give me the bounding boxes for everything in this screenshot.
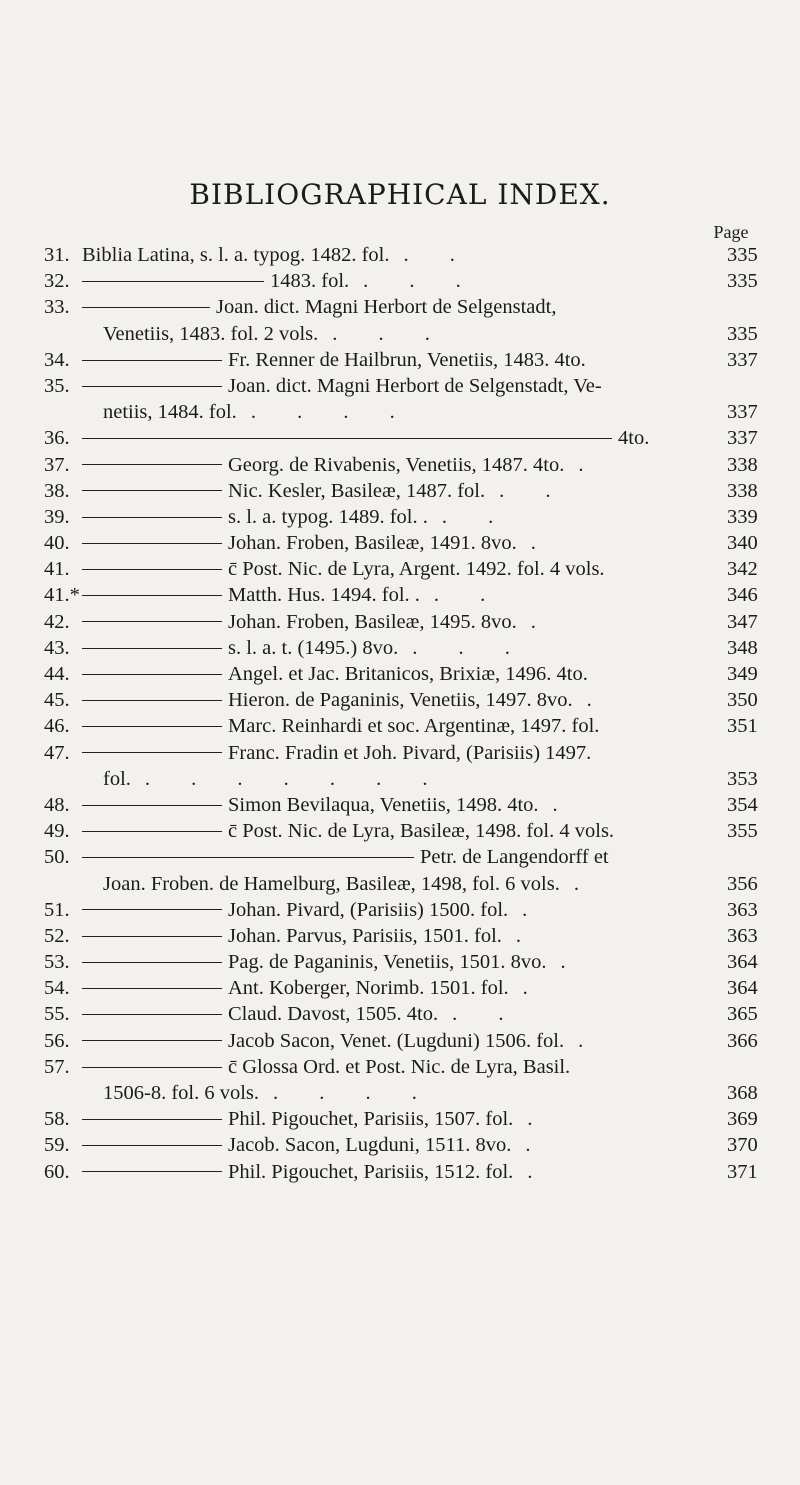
entry-line xyxy=(0,347,800,373)
entry-number: 54. xyxy=(44,977,70,1000)
entry-text-line xyxy=(82,556,605,582)
ditto-rule xyxy=(82,857,414,858)
index-entry xyxy=(0,661,800,687)
entry-text-line xyxy=(82,975,546,1001)
entry-line xyxy=(0,792,800,818)
page-number: 368 xyxy=(727,1082,758,1104)
entry-text: Joan. Froben. de Hamelburg, Basileæ, 1498, fol. 6 vols. xyxy=(103,872,560,895)
ditto-rule xyxy=(82,569,222,570)
leader-dots: . xyxy=(530,610,554,633)
entry-text: Hieron. de Paganinis, Venetiis, 1497. 8vo. xyxy=(228,689,573,712)
entry-text-line xyxy=(82,294,556,320)
entry-text: Jacob. Sacon, Lugduni, 1511. 8vo. xyxy=(228,1134,512,1157)
index-entry xyxy=(0,294,800,346)
entry-number: 56. xyxy=(44,1029,70,1052)
entry-line xyxy=(0,373,800,399)
entry-text: Johan. Froben, Basileæ, 1495. 8vo. xyxy=(228,610,517,633)
entry-number: 41.* xyxy=(44,584,80,607)
index-entry xyxy=(0,556,800,582)
entry-text: Pag. de Paganinis, Venetiis, 1501. 8vo. xyxy=(228,951,547,974)
ditto-rule xyxy=(82,648,222,649)
ditto-rule xyxy=(82,805,222,806)
entry-number: 41. xyxy=(44,558,70,581)
entry-text: Joan. dict. Magni Herbort de Selgenstadt, xyxy=(216,296,557,319)
entry-line xyxy=(0,871,800,897)
leader-dots: . . . . xyxy=(273,1082,435,1104)
page-number: 342 xyxy=(727,558,758,581)
ditto-rule xyxy=(82,909,222,910)
entry-line xyxy=(0,321,800,347)
page-number: 366 xyxy=(727,1029,758,1052)
entry-line xyxy=(0,1028,800,1054)
entry-text-line xyxy=(82,347,586,373)
entry-number: 33. xyxy=(44,296,70,319)
ditto-rule xyxy=(82,543,222,544)
ditto-rule xyxy=(82,360,222,361)
leader-dots: . xyxy=(552,793,576,816)
entry-text-line xyxy=(103,766,446,792)
ditto-rule xyxy=(82,726,222,727)
entry-line xyxy=(0,478,800,504)
entry-line xyxy=(0,740,800,766)
entry-line xyxy=(0,766,800,792)
index-list xyxy=(0,242,800,1185)
entry-text-line xyxy=(82,242,473,268)
entry-text: Joan. dict. Magni Herbort de Selgenstadt, Ve- xyxy=(228,374,602,397)
ditto-rule xyxy=(82,1067,222,1068)
entry-text-line xyxy=(82,687,610,713)
ditto-rule xyxy=(82,831,222,832)
entry-text: Claud. Davost, 1505. 4to. xyxy=(228,1003,439,1026)
entry-line xyxy=(0,713,800,739)
entry-number: 36. xyxy=(44,427,70,450)
entry-text-line xyxy=(82,1028,601,1054)
page-number: 339 xyxy=(727,505,758,528)
entry-text: Georg. de Rivabenis, Venetiis, 1487. 4to. xyxy=(228,453,565,476)
entry-line xyxy=(0,504,800,530)
page-column-header: Page xyxy=(713,222,749,242)
entry-text: Biblia Latina, s. l. a. typog. 1482. fol. xyxy=(82,244,390,266)
entry-line xyxy=(0,609,800,635)
leader-dots: . xyxy=(578,453,602,476)
entry-line xyxy=(0,1106,800,1132)
entry-text: c̄ Glossa Ord. et Post. Nic. de Lyra, Basil. xyxy=(228,1055,571,1078)
entry-number: 50. xyxy=(44,846,70,869)
entry-text-line xyxy=(82,740,591,766)
entry-line xyxy=(0,294,800,320)
page-number: 371 xyxy=(727,1160,758,1183)
page-number: 338 xyxy=(727,479,758,502)
entry-text-line xyxy=(82,1159,550,1185)
index-entry xyxy=(0,347,800,373)
leader-dots: . . . . xyxy=(250,401,413,424)
index-entry xyxy=(0,452,800,478)
entry-text-line xyxy=(82,949,584,975)
entry-text-line xyxy=(82,373,602,399)
entry-text: s. l. a. typog. 1489. fol. . xyxy=(228,505,428,528)
entry-text-line xyxy=(82,478,568,504)
page-number: 347 xyxy=(727,610,758,633)
entry-line xyxy=(0,635,800,661)
ditto-rule xyxy=(82,1014,222,1015)
index-entry xyxy=(0,478,800,504)
page-number: 335 xyxy=(727,270,758,293)
ditto-rule xyxy=(82,517,222,518)
entry-text-line xyxy=(82,923,539,949)
entry-text-line xyxy=(82,1054,570,1080)
page-number: 353 xyxy=(727,767,758,790)
ditto-rule xyxy=(82,700,222,701)
index-entry xyxy=(0,1106,800,1132)
entry-text: Johan. Froben, Basileæ, 1491. 8vo. xyxy=(228,532,517,555)
ditto-rule xyxy=(82,438,612,439)
entry-number: 39. xyxy=(44,505,70,528)
entry-text: Simon Bevilaqua, Venetiis, 1498. 4to. xyxy=(228,793,539,816)
ditto-rule xyxy=(82,988,222,989)
entry-line xyxy=(0,897,800,923)
index-entry xyxy=(0,1054,800,1106)
entry-text: Venetiis, 1483. fol. 2 vols. xyxy=(103,322,319,345)
ditto-rule xyxy=(82,595,222,596)
entry-text: Angel. et Jac. Britanicos, Brixiæ, 1496. 4to. xyxy=(228,663,588,685)
entry-text-line xyxy=(103,321,448,347)
leader-dots: . . . xyxy=(412,636,528,659)
entry-number: 57. xyxy=(44,1055,70,1078)
entry-text-line xyxy=(82,268,479,294)
ditto-rule xyxy=(82,490,222,491)
ditto-rule xyxy=(82,621,222,622)
page-number: 335 xyxy=(727,244,758,266)
entry-text-line xyxy=(103,1080,435,1106)
page-number: 346 xyxy=(727,584,758,607)
entry-number: 55. xyxy=(44,1003,70,1026)
leader-dots: . xyxy=(573,872,597,895)
page-number: 356 xyxy=(727,872,758,895)
leader-dots: . xyxy=(515,924,540,947)
entry-number: 34. xyxy=(44,348,70,371)
ditto-rule xyxy=(82,1171,222,1172)
ditto-rule xyxy=(82,674,222,675)
page-number: 355 xyxy=(727,820,758,843)
index-entry xyxy=(0,975,800,1001)
page-number: 363 xyxy=(727,924,758,947)
page-title: BIBLIOGRAPHICAL INDEX. xyxy=(189,178,611,211)
index-entry xyxy=(0,425,800,451)
index-entry xyxy=(0,609,800,635)
ditto-rule xyxy=(82,464,222,465)
entry-number: 48. xyxy=(44,793,70,816)
entry-number: 53. xyxy=(44,951,70,974)
entry-number: 52. xyxy=(44,924,70,947)
index-entry xyxy=(0,1132,800,1158)
index-entry xyxy=(0,635,800,661)
entry-text: Phil. Pigouchet, Parisiis, 1507. fol. xyxy=(228,1108,514,1131)
index-entry xyxy=(0,792,800,818)
entry-line xyxy=(0,268,800,294)
index-entry xyxy=(0,1028,800,1054)
entry-text-line xyxy=(82,661,588,687)
index-entry xyxy=(0,530,800,556)
index-entry xyxy=(0,504,800,530)
index-entry xyxy=(0,242,800,268)
entry-line xyxy=(0,975,800,1001)
entry-line xyxy=(0,556,800,582)
entry-line xyxy=(0,1054,800,1080)
entry-text: Petr. de Langendorff et xyxy=(420,846,609,869)
entry-line xyxy=(0,949,800,975)
ditto-rule xyxy=(82,281,264,282)
entry-line xyxy=(0,242,800,268)
index-entry xyxy=(0,582,800,608)
index-entry xyxy=(0,687,800,713)
entry-number: 45. xyxy=(44,689,70,712)
ditto-rule xyxy=(82,962,222,963)
leader-dots: . . xyxy=(452,1003,522,1026)
entry-text-line xyxy=(82,1132,548,1158)
index-entry xyxy=(0,949,800,975)
entry-text-line xyxy=(82,425,649,451)
entry-line xyxy=(0,582,800,608)
page-number: 364 xyxy=(727,977,758,1000)
entry-text: c̄ Post. Nic. de Lyra, Basileæ, 1498. fol. 4 vols. xyxy=(228,820,615,843)
entry-number: 43. xyxy=(44,636,70,659)
entry-text: 1506-8. fol. 6 vols. xyxy=(103,1082,260,1104)
entry-line xyxy=(0,1001,800,1027)
ditto-rule xyxy=(82,752,222,753)
page-number: 370 xyxy=(727,1134,758,1157)
entry-text-line xyxy=(82,504,511,530)
leader-dots: . . . xyxy=(332,322,448,345)
entry-number: 38. xyxy=(44,479,70,502)
page-number: 364 xyxy=(727,951,758,974)
leader-dots: . xyxy=(525,1134,549,1157)
entry-text: s. l. a. t. (1495.) 8vo. xyxy=(228,636,399,659)
leader-dots: . xyxy=(578,1029,602,1052)
entry-line xyxy=(0,399,800,425)
entry-text: 1483. fol. xyxy=(270,270,350,293)
entry-text: Marc. Reinhardi et soc. Argentinæ, 1497. fol. xyxy=(228,715,600,738)
entry-text: Johan. Parvus, Parisiis, 1501. fol. xyxy=(228,924,502,947)
entry-text: fol. xyxy=(103,767,131,790)
leader-dots: . xyxy=(527,1160,551,1183)
leader-dots: . xyxy=(530,532,554,555)
entry-number: 37. xyxy=(44,453,70,476)
page-number: 337 xyxy=(727,348,758,371)
ditto-rule xyxy=(82,307,210,308)
leader-dots: . . xyxy=(403,244,473,266)
entry-text-line xyxy=(82,844,609,870)
index-entry xyxy=(0,373,800,425)
index-entry xyxy=(0,844,800,896)
entry-number: 42. xyxy=(44,610,70,633)
index-entry xyxy=(0,897,800,923)
entry-number: 47. xyxy=(44,741,70,764)
ditto-rule xyxy=(82,1119,222,1120)
entry-text-line xyxy=(82,792,576,818)
entry-line xyxy=(0,923,800,949)
entry-text: Fr. Renner de Hailbrun, Venetiis, 1483. 4to. xyxy=(228,348,586,371)
entry-line xyxy=(0,1132,800,1158)
entry-text-line xyxy=(103,399,413,425)
entry-line xyxy=(0,844,800,870)
entry-text-line xyxy=(82,635,528,661)
entry-text-line xyxy=(82,582,503,608)
entry-text: netiis, 1484. fol. xyxy=(103,401,237,424)
entry-text-line xyxy=(103,871,597,897)
entry-text-line xyxy=(82,713,599,739)
leader-dots: . . xyxy=(433,584,504,607)
leader-dots: . xyxy=(527,1108,551,1131)
entry-line xyxy=(0,1080,800,1106)
entry-text-line xyxy=(82,530,554,556)
leader-dots: . . xyxy=(499,479,569,502)
index-entry xyxy=(0,1159,800,1185)
page-number: 369 xyxy=(727,1108,758,1131)
entry-number: 40. xyxy=(44,532,70,555)
ditto-rule xyxy=(82,1145,222,1146)
entry-text: Phil. Pigouchet, Parisiis, 1512. fol. xyxy=(228,1160,514,1183)
ditto-rule xyxy=(82,386,222,387)
leader-dots: . . xyxy=(441,505,512,528)
entry-text: c̄ Post. Nic. de Lyra, Argent. 1492. fol. 4 vols. xyxy=(228,558,605,581)
page-number: 354 xyxy=(727,793,758,816)
page-number: 338 xyxy=(727,453,758,476)
index-entry xyxy=(0,268,800,294)
page-number: 351 xyxy=(727,715,758,738)
page-number: 349 xyxy=(727,663,758,685)
entry-number: 49. xyxy=(44,820,70,843)
entry-text: Nic. Kesler, Basileæ, 1487. fol. xyxy=(228,479,486,502)
page-number: 337 xyxy=(727,427,758,450)
entry-line xyxy=(0,452,800,478)
page-number: 337 xyxy=(727,401,758,424)
entry-line xyxy=(0,530,800,556)
page-number: 363 xyxy=(727,898,758,921)
entry-text-line xyxy=(82,609,554,635)
entry-number: 60. xyxy=(44,1160,70,1183)
index-entry xyxy=(0,818,800,844)
entry-line xyxy=(0,687,800,713)
entry-text: 4to. xyxy=(618,427,650,450)
leader-dots: . . . . . . . xyxy=(144,767,446,790)
page-number: 340 xyxy=(727,532,758,555)
ditto-rule xyxy=(82,936,222,937)
entry-number: 46. xyxy=(44,715,70,738)
entry-text-line xyxy=(82,1001,522,1027)
page-number: 335 xyxy=(727,322,758,345)
entry-number: 31. xyxy=(44,244,70,266)
index-entry xyxy=(0,923,800,949)
index-entry xyxy=(0,713,800,739)
entry-text: Franc. Fradin et Joh. Pivard, (Parisiis) 1497. xyxy=(228,741,592,764)
entry-number: 58. xyxy=(44,1108,70,1131)
entry-number: 51. xyxy=(44,898,70,921)
page-number: 365 xyxy=(727,1003,758,1026)
leader-dots: . xyxy=(522,898,546,921)
entry-line xyxy=(0,1159,800,1185)
leader-dots: . xyxy=(586,689,610,712)
entry-line xyxy=(0,661,800,687)
index-entry xyxy=(0,1001,800,1027)
entry-text-line xyxy=(82,452,601,478)
entry-number: 44. xyxy=(44,663,70,685)
entry-text: Matth. Hus. 1494. fol. . xyxy=(228,584,420,607)
entry-line xyxy=(0,818,800,844)
entry-number: 35. xyxy=(44,374,70,397)
entry-number: 32. xyxy=(44,270,70,293)
page-number: 348 xyxy=(727,636,758,659)
entry-text: Ant. Koberger, Norimb. 1501. fol. xyxy=(228,977,509,1000)
index-entry xyxy=(0,740,800,792)
entry-text: Johan. Pivard, (Parisiis) 1500. fol. xyxy=(228,898,509,921)
entry-text-line xyxy=(82,1106,550,1132)
entry-text: Jacob Sacon, Venet. (Lugduni) 1506. fol. xyxy=(228,1029,565,1052)
ditto-rule xyxy=(82,1040,222,1041)
page-number: 350 xyxy=(727,689,758,712)
leader-dots: . xyxy=(522,977,546,1000)
entry-number: 59. xyxy=(44,1134,70,1157)
entry-text-line xyxy=(82,818,614,844)
entry-text-line xyxy=(82,897,545,923)
leader-dots: . xyxy=(560,951,584,974)
entry-line xyxy=(0,425,800,451)
leader-dots: . . . xyxy=(363,270,479,293)
